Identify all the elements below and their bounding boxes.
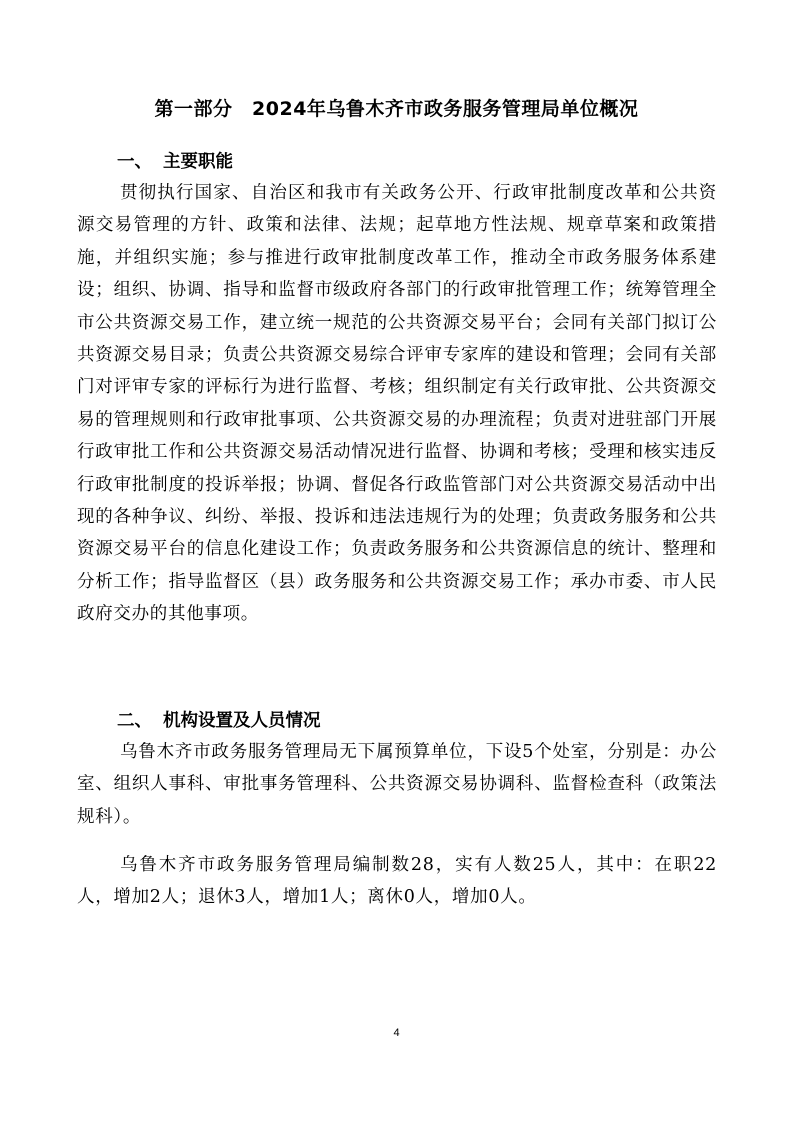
section-heading-organization [117,707,321,732]
section-heading-functions [117,148,233,173]
organization-paragraph: 乌鲁木齐市政务服务管理局无下属预算单位，下设5个处室，分别是：办公室、组织人事科、审批事务管理科、公共资源交易协调科、监督检查科（政策法规科）。 [77,742,717,827]
functions-paragraph: 贯彻执行国家、自治区和我市有关政务公开、行政审批制度改革和公共资源交易管理的方针、政策和法律、法规；起草地方性法规、规章草案和政策措施，并组织实施；参与推进行政审批制度改革工作，推动全市政务服务体系建设；组织、协调、指导和监督市级政府各部门的行政审批管理工作；统筹管理全市公共资源交易工作，建立统一规范的公共资源交易平台；会同有关部门拟订公共资源交易目录；负责公共资源交易综合评审专家库的建设和管理；会同有关部门对评审专家的评标行为进行监督、考核；组织制定有关行政审批、公共资源交易的管理规则和行政审批事项、公共资源交易的办理流程；负责对进驻部门开展行政审批工作和公共资源交易活动情况进行监督、协调和考核；受理和核实违反行政审批制度的投诉举报；协调、督促各行政监管部门对公共资源交易活动中出现的各种争议、纠纷、举报、投诉和违法违规行为的处理；负责政务服务和公共资源交易平台的信息化建设工作；负责政务服务和公共资源信息的统计、整理和分析工作；指导监督区（县）政务服务和公共资源交易工作；承办市委、市人民政府交办的其他事项。 [77,183,717,625]
page-title: 第一部分 2024年乌鲁木齐市政务服务管理局单位概况 [154,98,639,120]
section-number: 二、 [117,711,152,731]
page-number: 4 [393,1027,400,1039]
staffing-paragraph: 乌鲁木齐市政务服务管理局编制数28，实有人数25人，其中：在职22人，增加2人；退休3人，增加1人；离休0人，增加0人。 [77,855,717,908]
section-heading-text: 主要职能 [163,152,233,172]
section-number: 一、 [117,152,152,172]
section-heading-text: 机构设置及人员情况 [163,711,321,731]
